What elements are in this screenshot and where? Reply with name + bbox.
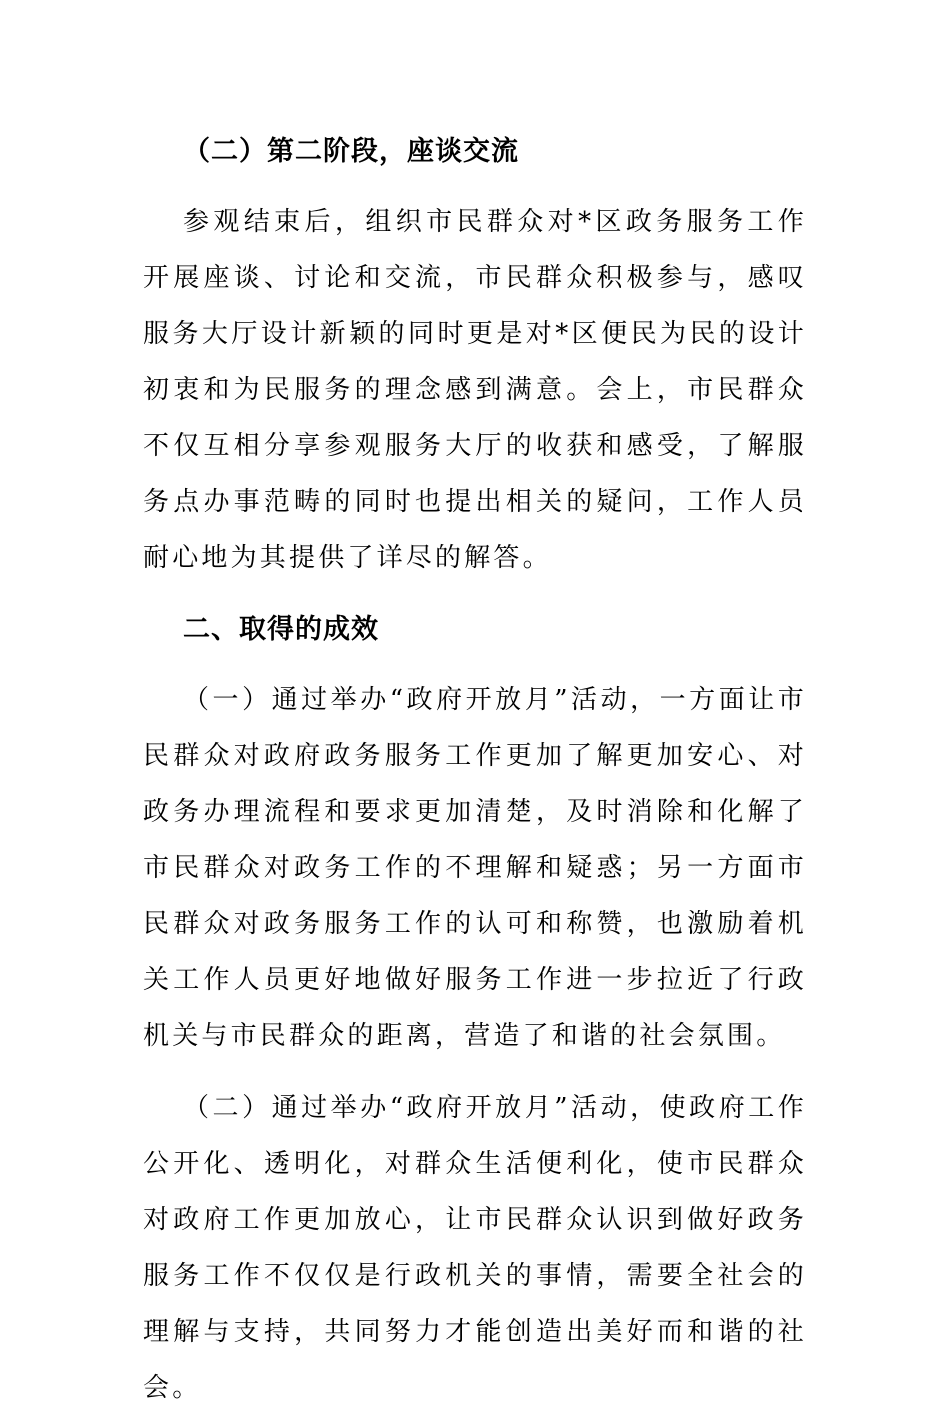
section-2-paragraph: 参观结束后，组织市民群众对*区政务服务工作开展座谈、讨论和交流，市民群众积极参与，感叹服务大厅设计新颖的同时更是对*区便民为民的设计初衷和为民服务的理念感到满意。会上，市民群众不仅互相分享参观服务大厅的收获和感受，了解服务点办事范畴的同时也提出相关的疑问，工作人员耐心地为其提供了详尽的解答。 [143, 207, 807, 573]
result-1-paragraph: （一）通过举办“政府开放月”活动，一方面让市民群众对政府政务服务工作更加了解更加安心、对政务办理流程和要求更加清楚，及时消除和化解了市民群众对政务工作的不理解和疑惑；另一方面市民群众对政务服务工作的认可和称赞，也激励着机关工作人员更好地做好服务工作进一步拉近了行政机关与市民群众的距离，营造了和谐的社会氛围。 [143, 685, 807, 1051]
section-2-heading: （二）第二阶段，座谈交流 [183, 136, 519, 167]
result-2-paragraph: （二）通过举办“政府开放月”活动，使政府工作公开化、透明化，对群众生活便利化，使市民群众对政府工作更加放心，让市民群众认识到做好政务服务工作不仅仅是行政机关的事情，需要全社会的理解与支持，共同努力才能创造出美好而和谐的社会。 [143, 1093, 807, 1403]
results-heading: 二、取得的成效 [183, 614, 379, 645]
document-body [143, 124, 807, 1416]
